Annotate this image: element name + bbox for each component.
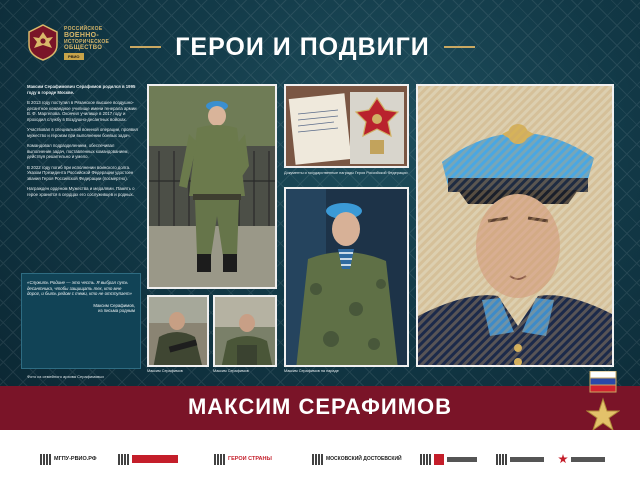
qr-code-icon — [420, 454, 431, 465]
bio-paragraph: Участвовал в специальной военной операции, проявил мужество и героизм при выполнении боевых задач. — [27, 127, 139, 138]
quote-signature-source: из письма родным — [98, 308, 135, 314]
qr-code-icon — [496, 454, 507, 465]
bio-paragraph: В 2013 году поступил в Рязанское высшее воздушно-десантное командное училище имени генерала армии В. Ф. Маргелова. Окончил училище в 2017 году и проходил службу в Воздушно-десантных войсках. — [27, 100, 137, 122]
quote-signature — [27, 303, 135, 314]
caption-awards: Документы и государственные награды Героя Российской Федерации — [284, 171, 408, 175]
photo-field-right[interactable] — [213, 295, 277, 367]
footer-logo-mark — [571, 457, 605, 462]
moscow-emblem-icon — [434, 454, 444, 465]
caption-field-left: Максим Серафимов — [147, 369, 183, 373]
footer-logo-2[interactable] — [118, 452, 178, 466]
footer-logo-text: МОСКОВСКИЙ ДОСТОЕВСКИЙ — [326, 456, 402, 462]
qr-code-icon — [312, 454, 323, 465]
footer-logo-7[interactable] — [558, 452, 605, 466]
title-rule-left — [130, 46, 161, 48]
footer-logo-geroi[interactable] — [214, 452, 272, 466]
bio-paragraph: Награжден орденом Мужества и медалями. Память о герое хранится в сердцах его сослуживцев и родных. — [27, 186, 135, 197]
eagle-emblem-icon — [26, 23, 60, 61]
awards-illustration — [286, 86, 409, 168]
field-left-illustration — [149, 297, 209, 367]
bio-paragraph: В 2022 году погиб при исполнении воинского долга. Указом Президента Российской Федерации удостоен звания Героя Российской Федерации (посмертно). — [27, 164, 134, 181]
logo-line-4: ОБЩЕСТВО — [64, 45, 103, 51]
soldier-standing-illustration — [149, 86, 277, 289]
footer-logo-6[interactable] — [496, 452, 544, 466]
rvio-logo[interactable] — [26, 23, 126, 63]
quote-signature-name: Максим Серафимов, — [93, 302, 135, 308]
photo-source-note: Фото из семейного архива Серафимовых — [27, 374, 105, 379]
logo-text — [64, 26, 126, 52]
bio-paragraph: Командовал подразделением, обеспечивал выполнение задач, поставленных командованием, действуя решительно и умело. — [27, 143, 129, 159]
photo-field-left[interactable] — [147, 295, 209, 367]
quote-text: «Служить Родине — это честь. Я выбрал путь десантника, чтобы защищать тех, кто мне дорог, и быть рядом с теми, кто не отступает» — [27, 280, 132, 297]
page-title: ГЕРОИ И ПОДВИГИ — [175, 32, 430, 61]
photo-soldier-beret[interactable] — [284, 187, 409, 367]
footer-logo-5[interactable] — [420, 452, 477, 466]
title-rule-right — [444, 46, 475, 48]
photo-awards-documents[interactable] — [284, 84, 409, 168]
field-right-illustration — [215, 297, 277, 367]
logo-badge: РВИО — [64, 53, 84, 60]
hero-star-medal-icon — [586, 371, 620, 437]
photo-portrait[interactable] — [416, 84, 614, 367]
footer-logo-rvio[interactable] — [40, 452, 97, 466]
qr-code-icon — [40, 454, 51, 465]
footer-logo-text: ГЕРОИ СТРАНЫ — [228, 456, 272, 462]
quote-box — [21, 273, 141, 369]
footer-logo-mark — [447, 457, 477, 462]
portrait-illustration — [418, 86, 614, 367]
footer-logo-mark — [132, 455, 178, 463]
logo-line-3: ИСТОРИЧЕСКОЕ — [64, 39, 110, 45]
footer-logo-text: МГПУ-РВИО.РФ — [54, 456, 97, 462]
caption-beret: Максим Серафимов на параде — [284, 369, 339, 373]
photo-soldier-standing[interactable] — [147, 84, 277, 289]
footer-logo-mark — [510, 457, 544, 462]
logo-line-2: ВОЕННО- — [64, 32, 99, 39]
qr-code-icon — [118, 454, 129, 465]
logo-line-1: РОССИЙСКОЕ — [64, 26, 103, 32]
caption-field-right: Максим Серафимов — [213, 369, 249, 373]
bio-paragraph: Максим Серафимович Серафимов родился в 1995 году в городе Москве. — [27, 84, 136, 95]
title-block — [130, 31, 475, 63]
qr-code-icon — [214, 454, 225, 465]
footer-logo-dostoevsky[interactable] — [312, 452, 402, 466]
soldier-beret-illustration — [286, 189, 409, 367]
star-logo-icon — [558, 454, 568, 464]
hero-name: МАКСИМ СЕРАФИМОВ — [187, 394, 453, 419]
